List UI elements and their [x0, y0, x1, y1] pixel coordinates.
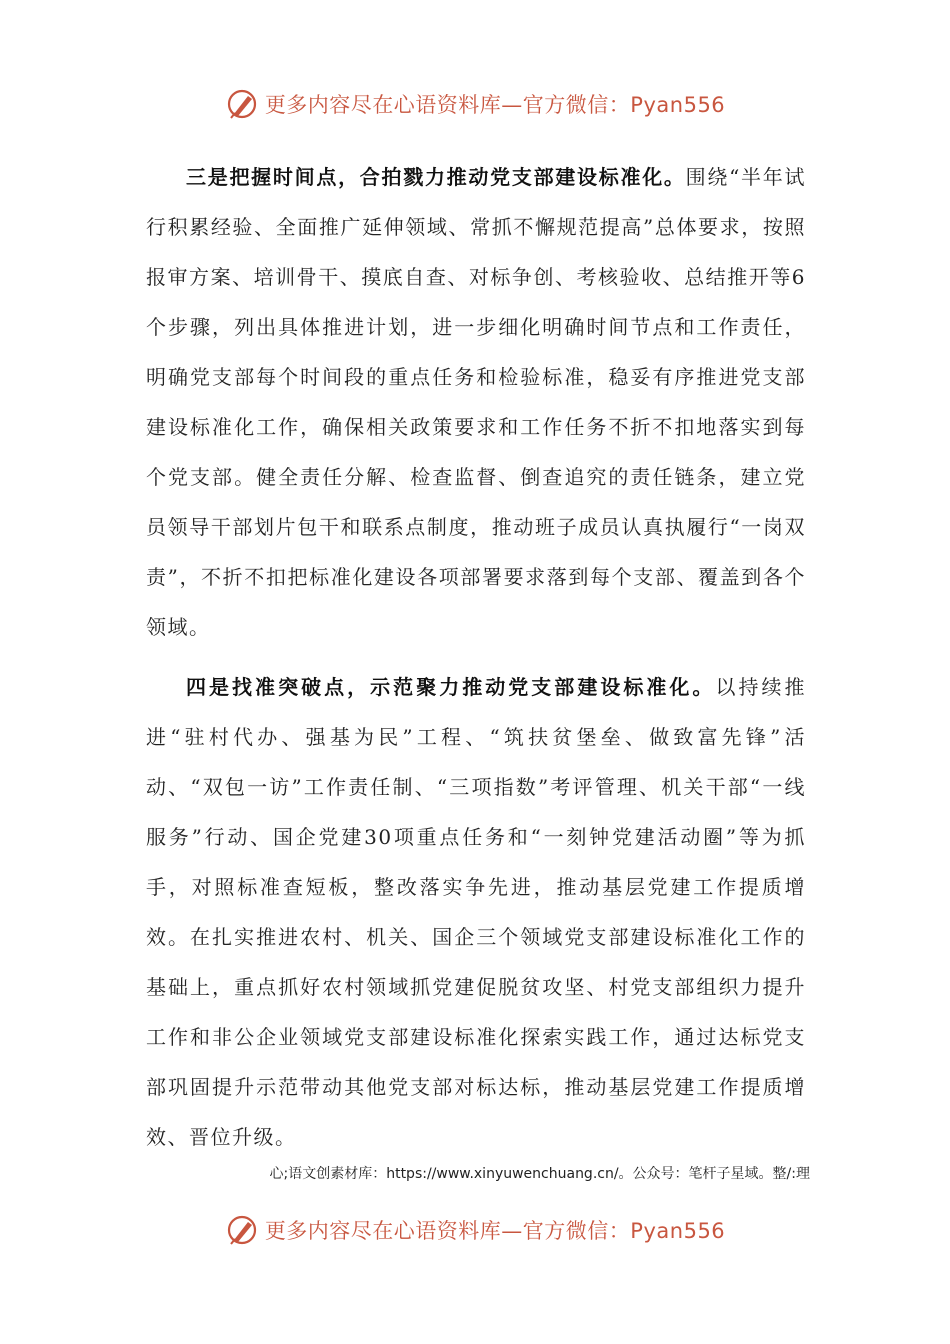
- source-note: 心;语文创素材库：https://www.xinyuwenchuang.cn/。公众号：笔杆子星域。整/:理: [269, 1166, 810, 1182]
- footer-watermark-text: 更多内容尽在心语资料库—官方微信：Pyan556: [264, 1219, 726, 1243]
- paragraph-3: [146, 152, 806, 652]
- footer-watermark: [0, 1210, 950, 1250]
- header-watermark-text: 更多内容尽在心语资料库—官方微信：Pyan556: [264, 93, 726, 117]
- paragraph-4: [146, 662, 806, 1162]
- paragraph-3-lead: 三是把握时间点，合拍戮力推动党支部建设标准化。: [186, 165, 686, 189]
- pen-logo-icon: [225, 87, 259, 121]
- pen-logo-icon: [225, 1213, 259, 1247]
- document-body: [146, 152, 806, 1162]
- paragraph-4-lead: 四是找准突破点，示范聚力推动党支部建设标准化。: [186, 675, 716, 699]
- paragraph-3-body: 围绕“半年试行积累经验、全面推广延伸领域、常抓不懈规范提高”总体要求，按照报审方案、培训骨干、摸底自查、对标争创、考核验收、总结推开等6个步骤，列出具体推进计划，进一步细化明确时间节点和工作责任，明确党支部每个时间段的重点任务和检验标准，稳妥有序推进党支部建设标准化工作，确保相关政策要求和工作任务不折不扣地落实到每个党支部。健全责任分解、检查监督、倒查追究的责任链条，建立党员领导干部划片包干和联系点制度，推动班子成员认真执履行“一岗双责”，不折不扣把标准化建设各项部署要求落到每个支部、覆盖到各个领域。: [146, 165, 806, 639]
- header-watermark: [0, 84, 950, 124]
- paragraph-4-body: 以持续推进“驻村代办、强基为民”工程、“筑扶贫堡垒、做致富先锋”活动、“双包一访”工作责任制、“三项指数”考评管理、机关干部“一线服务”行动、国企党建30项重点任务和“一刻钟党建活动圈”等为抓手，对照标准查短板，整改落实争先进，推动基层党建工作提质增效。在扎实推进农村、机关、国企三个领域党支部建设标准化工作的基础上，重点抓好农村领域抓党建促脱贫攻坚、村党支部组织力提升工作和非公企业领域党支部建设标准化探索实践工作，通过达标党支部巩固提升示范带动其他党支部对标达标，推动基层党建工作提质增效、晋位升级。: [146, 675, 807, 1149]
